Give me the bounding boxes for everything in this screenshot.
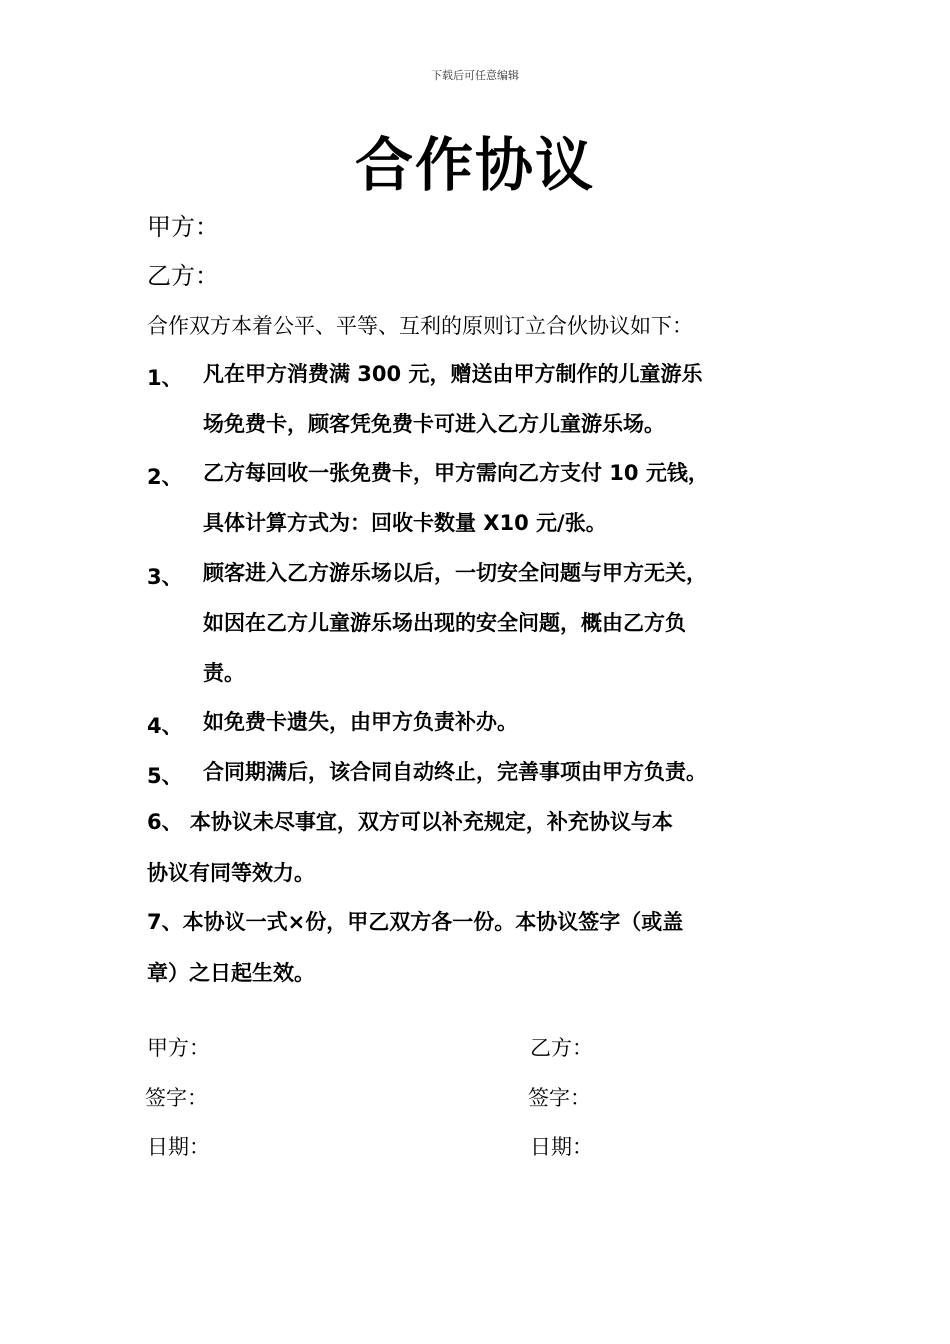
signature-date-a: 日期： [147, 1135, 210, 1159]
signature-sign-a: 签字： [145, 1086, 208, 1110]
intro-paragraph: 合作双方本着公平、平等、互利的原则订立合伙协议如下： [147, 314, 693, 338]
clause-line: 如因在乙方儿童游乐场出现的安全问题，概由乙方负 [203, 611, 686, 635]
clause-number: 2、 [147, 465, 183, 489]
clause-line: 顾客进入乙方游乐场以后，一切安全问题与甲方无关， [203, 561, 707, 585]
clause-text [203, 448, 823, 548]
clause-text [203, 697, 823, 747]
clause-line: 责。 [203, 661, 245, 685]
clause-number: 4、 [147, 714, 183, 738]
clause-line: 合同期满后，该合同自动终止，完善事项由甲方负责。 [203, 760, 707, 784]
clause-line: 具体计算方式为：回收卡数量 X10 元/张。 [203, 511, 607, 535]
clause-7-line-2: 章）之日起生效。 [147, 961, 315, 985]
clause-6-line-2: 协议有同等效力。 [147, 861, 315, 885]
header-note: 下载后可任意编辑 [431, 69, 519, 82]
clause-7-line-1: 7、本协议一式×份，甲乙双方各一份。本协议签字（或盖 [147, 910, 684, 934]
clause-text [203, 349, 823, 449]
signature-party-a: 甲方： [147, 1036, 210, 1060]
clause-text [203, 747, 823, 797]
signature-sign-b: 签字： [528, 1086, 591, 1110]
clause-number: 3、 [147, 565, 183, 589]
clause-text [203, 548, 823, 698]
clause-line: 凡在甲方消费满 300 元，赠送由甲方制作的儿童游乐 [203, 362, 703, 386]
clause-line: 乙方每回收一张免费卡，甲方需向乙方支付 10 元钱， [203, 461, 709, 485]
clause-line: 场免费卡，顾客凭免费卡可进入乙方儿童游乐场。 [203, 412, 665, 436]
document-title: 合作协议 [354, 131, 595, 199]
signature-date-b: 日期： [530, 1135, 593, 1159]
signature-party-b: 乙方： [530, 1036, 593, 1060]
party-a-label: 甲方： [147, 213, 219, 241]
clause-6-line-1: 6、 本协议未尽事宜，双方可以补充规定，补充协议与本 [147, 810, 673, 834]
party-b-label: 乙方： [147, 262, 219, 290]
clause-number: 1、 [147, 366, 183, 390]
clause-line: 如免费卡遗失，由甲方负责补办。 [203, 710, 518, 734]
clause-number: 5、 [147, 764, 183, 788]
